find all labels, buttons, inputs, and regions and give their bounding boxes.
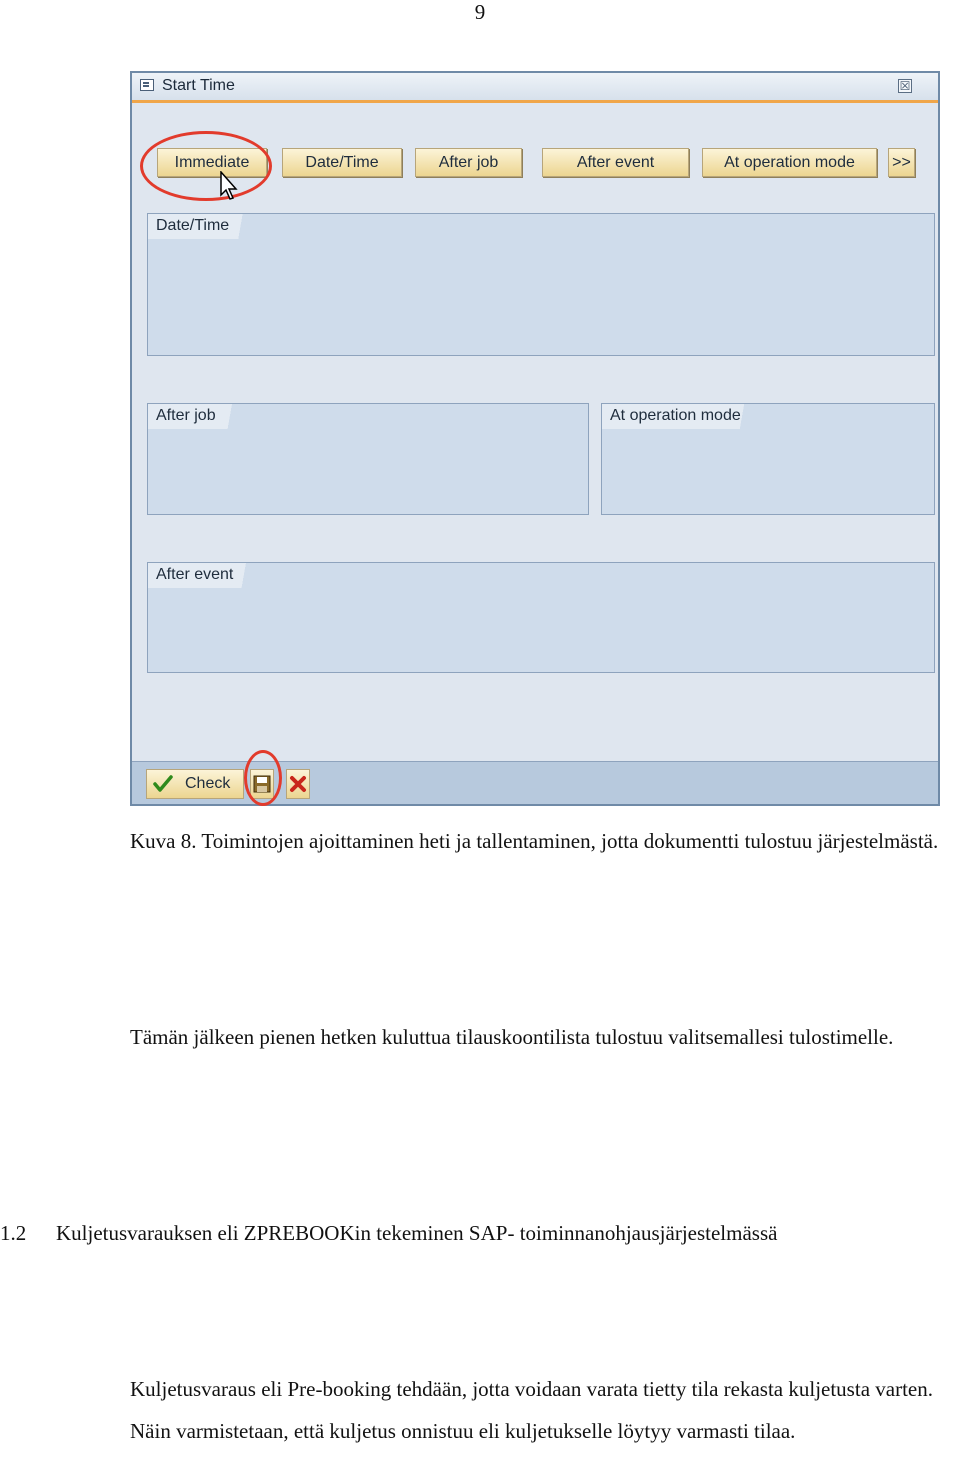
after-job-group-label: After job: [148, 404, 246, 429]
at-operation-mode-button[interactable]: At operation mode: [702, 148, 877, 177]
after-event-button[interactable]: After event: [542, 148, 689, 177]
at-operation-mode-group: [601, 403, 935, 515]
save-disk-icon: [253, 775, 271, 793]
window-icon: [140, 79, 154, 91]
after-job-group: [147, 403, 589, 515]
check-button[interactable]: [146, 769, 244, 799]
start-time-dialog: [130, 71, 940, 806]
close-icon[interactable]: ☒: [899, 79, 911, 93]
section-title: Kuljetusvarauksen eli ZPREBOOKin tekeminen SAP- toiminnanohjausjärjestelmässä: [56, 1221, 778, 1245]
more-button[interactable]: >>: [888, 148, 915, 177]
date-time-button[interactable]: Date/Time: [282, 148, 402, 177]
page-number: 9: [474, 0, 486, 24]
section-heading: [0, 1213, 777, 1253]
date-time-group: [147, 213, 935, 356]
at-operation-mode-group-label: At operation mode: [602, 404, 771, 429]
after-event-group-label: After event: [148, 563, 263, 588]
immediate-button[interactable]: Immediate: [157, 148, 267, 177]
dialog-footer: [132, 761, 938, 804]
dialog-title: Start Time: [162, 77, 235, 94]
section-number: 1.2: [0, 1221, 27, 1245]
cancel-button[interactable]: [286, 769, 310, 799]
dialog-titlebar: [132, 73, 938, 103]
check-button-label: Check: [185, 775, 231, 792]
after-event-group: [147, 562, 935, 673]
paragraph-2: Kuljetusvaraus eli Pre-booking tehdään, jotta voidaan varata tietty tila rekasta kuljetusta varten. Näin varmistetaan, että kuljetus onnistuu eli kuljetukselle löytyy varmasti tilaa.: [130, 1377, 933, 1443]
mouse-cursor-icon: [220, 171, 238, 201]
checkmark-icon: [153, 774, 173, 794]
paragraph-1: Tämän jälkeen pienen hetken kuluttua tilauskoontilista tulostuu valitsemallesi tulostimelle.: [130, 1025, 894, 1049]
save-button[interactable]: [250, 769, 274, 799]
cancel-x-icon: [289, 775, 307, 793]
date-time-group-label: Date/Time: [148, 214, 259, 239]
after-job-button[interactable]: After job: [415, 148, 522, 177]
figure-caption: Kuva 8. Toimintojen ajoittaminen heti ja tallentaminen, jotta dokumentti tulostuu järjestelmästä.: [130, 829, 939, 853]
